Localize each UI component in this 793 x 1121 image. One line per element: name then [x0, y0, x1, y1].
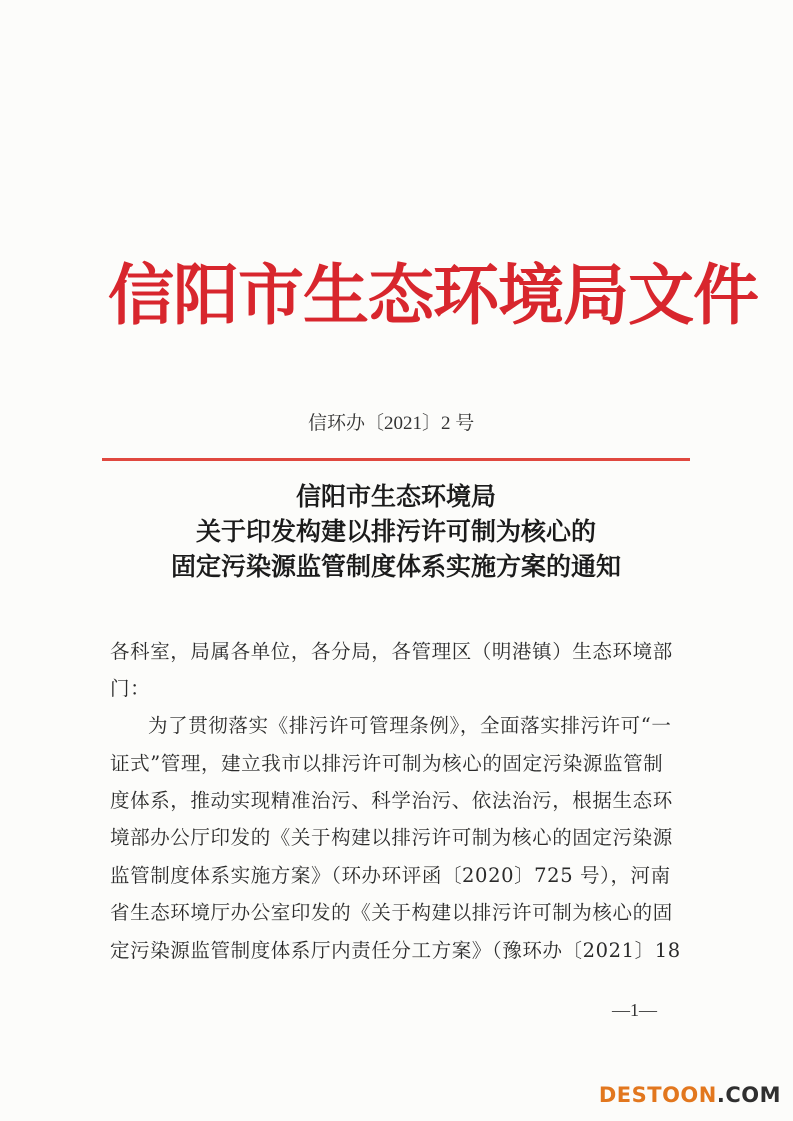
body-line: 各科室，局属各单位，各分局，各管理区（明港镇）生态环境部: [110, 640, 673, 663]
body-line: 证式”管理，建立我市以排污许可制为核心的固定污染源监管制: [110, 752, 664, 775]
notice-title-line-2: 关于印发构建以排污许可制为核心的: [195, 517, 596, 546]
body-line: 省生态环境厅办公室印发的《关于构建以排污许可制为核心的固: [110, 901, 673, 924]
notice-title-line-1: 信阳市生态环境局: [295, 482, 496, 511]
watermark-logo: [599, 1083, 781, 1107]
issuer-header: 信阳市生态环境局文件: [108, 256, 758, 334]
body-line: 为了贯彻落实《排污许可管理条例》，全面落实排污许可“一: [148, 714, 672, 737]
body-line: 定污染源监管制度体系厅内责任分工方案》（豫环办〔2021〕18: [110, 939, 681, 962]
watermark-text-main: DESTOON: [598, 1083, 717, 1107]
notice-title-line-3: 固定污染源监管制度体系实施方案的通知: [170, 552, 621, 581]
body-line: 门：: [110, 677, 151, 700]
document-number: 信环办〔2021〕2 号: [308, 413, 475, 434]
watermark-text-suffix: .COM: [716, 1083, 781, 1107]
body-line: 度体系，推动实现精准治污、科学治污、依法治污，根据生态环: [110, 789, 673, 812]
body-line: 监管制度体系实施方案》（环办环评函〔2020〕725 号），河南: [110, 864, 671, 887]
page-number: —1—: [612, 1000, 657, 1020]
body-line: 境部办公厅印发的《关于构建以排污许可制为核心的固定污染源: [110, 826, 673, 849]
red-divider-line: [102, 458, 690, 461]
